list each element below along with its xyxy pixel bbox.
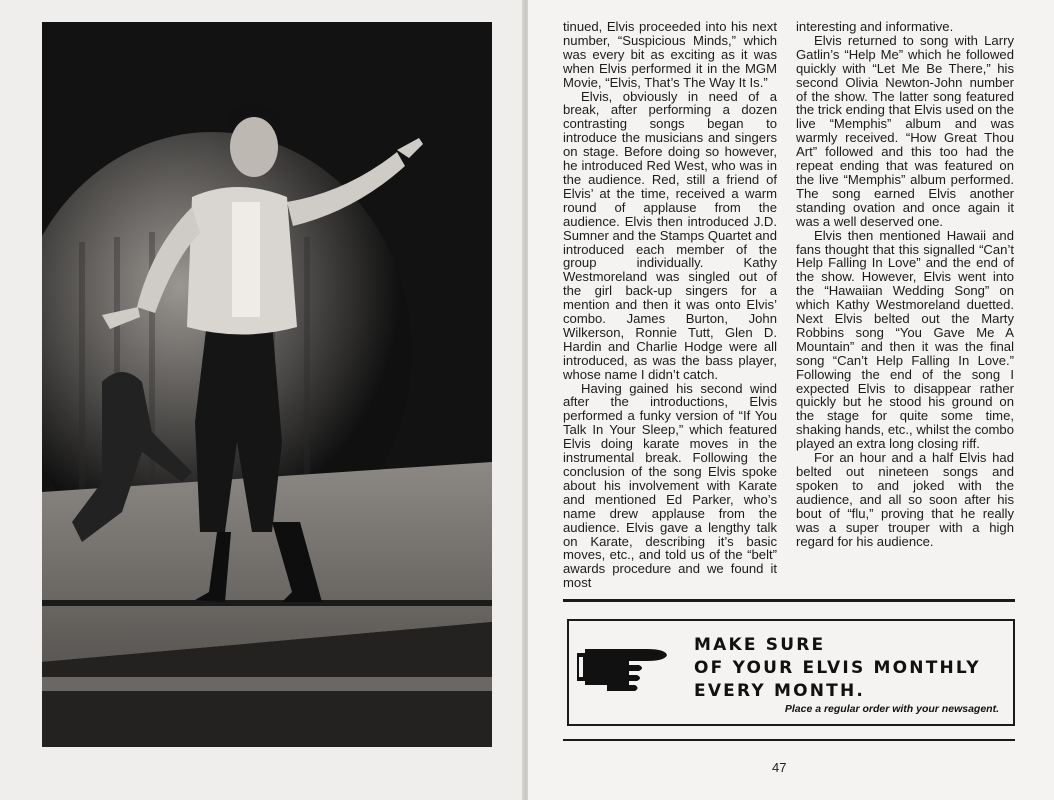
subscription-ad xyxy=(567,619,1015,726)
paragraph: tinued, Elvis proceeded into his next number, “Suspicious Minds,” which was every bit as exciting as it was when Elvis performed it in the MGM Movie, “Elvis, That’s The Way It Is.” xyxy=(563,19,777,90)
ad-headline-3: EVERY MONTH. xyxy=(694,681,866,701)
paragraph: For an hour and a half Elvis had belted out nineteen songs and spoken to and joked with the audience, and all so soon after his bout of “flu,” proving that he really was a super trouper with a high regard for his audience. xyxy=(796,450,1014,549)
pointing-hand-icon xyxy=(577,633,669,693)
ad-headline-2: OF YOUR ELVIS MONTHLY xyxy=(694,658,981,678)
photo-illustration xyxy=(42,22,492,747)
page-number: 47 xyxy=(772,760,787,775)
paragraph: Elvis returned to song with Larry Gatlin’s “Help Me” which he followed quickly with “Let Me Be There,” his second Olivia Newton-John number of the show. The latter song featured the trick ending that Elvis used on the live “Memphis” album and was warmly received. “How Great Thou Art” followed and this too had the repeat ending that was featured on the live “Memphis” album performed. The song earned Elvis another standing ovation and once again it was a well deserved one. xyxy=(796,32,1014,229)
ad-subline: Place a regular order with your newsagent. xyxy=(784,703,999,715)
ad-headline-1: MAKE SURE xyxy=(694,635,826,655)
top-divider xyxy=(563,599,1015,602)
bottom-divider xyxy=(563,739,1015,741)
paragraph: Elvis then mentioned Hawaii and fans thought that this signalled “Can’t Help Falling In Love” and the end of the show. However, Elvis went into the “Hawaiian Wedding Song” on which Kathy Westmoreland duetted. Next Elvis belted out the Marty Robbins song “You Gave Me A Mountain” and then it was the final song “Can’t Help Falling In Love.” Following the end of the song I expected Elvis to disappear rather quickly but he stood his ground on the stage for quite some time, shaking hands, etc., whilst the combo played an extra long closing riff. xyxy=(796,227,1014,452)
article-column-2 xyxy=(796,20,1014,548)
paragraph: Elvis, obviously in need of a break, after performing a dozen contrasting songs began to introduce the musicians and singers on stage. Before doing so however, he introduced Red West, who was in the audience. Red, still a friend of Elvis’ at the time, received a warm round of applause from the audience. Elvis then introduced J.D. Sumner and the Stamps Quartet and introduced each member of the group individually. Kathy Westmoreland was singled out of the girl back-up singers for a mention and then it was onto Elvis’ combo. James Burton, John Wilkerson, Ronnie Tutt, Glen D. Hardin and Charlie Hodge were all introduced, as was the bass player, whose name I didn’t catch. xyxy=(563,88,777,382)
paragraph: Having gained his second wind after the introductions, Elvis performed a funky version of “If You Talk In Your Sleep,” which featured Elvis doing karate moves in the instrumental break. Following the conclusion of the song Elvis spoke about his involvement with Karate and mentioned Ed Parker, who’s name drew applause from the audience. Elvis gave a lengthy talk on Karate, describing it’s basic moves, etc., and told us of the “belt” awards procedure and we found it most xyxy=(563,380,777,591)
elvis-performing-photo xyxy=(42,22,492,747)
paragraph: interesting and informative. xyxy=(796,19,954,34)
article-column-1 xyxy=(563,20,777,590)
